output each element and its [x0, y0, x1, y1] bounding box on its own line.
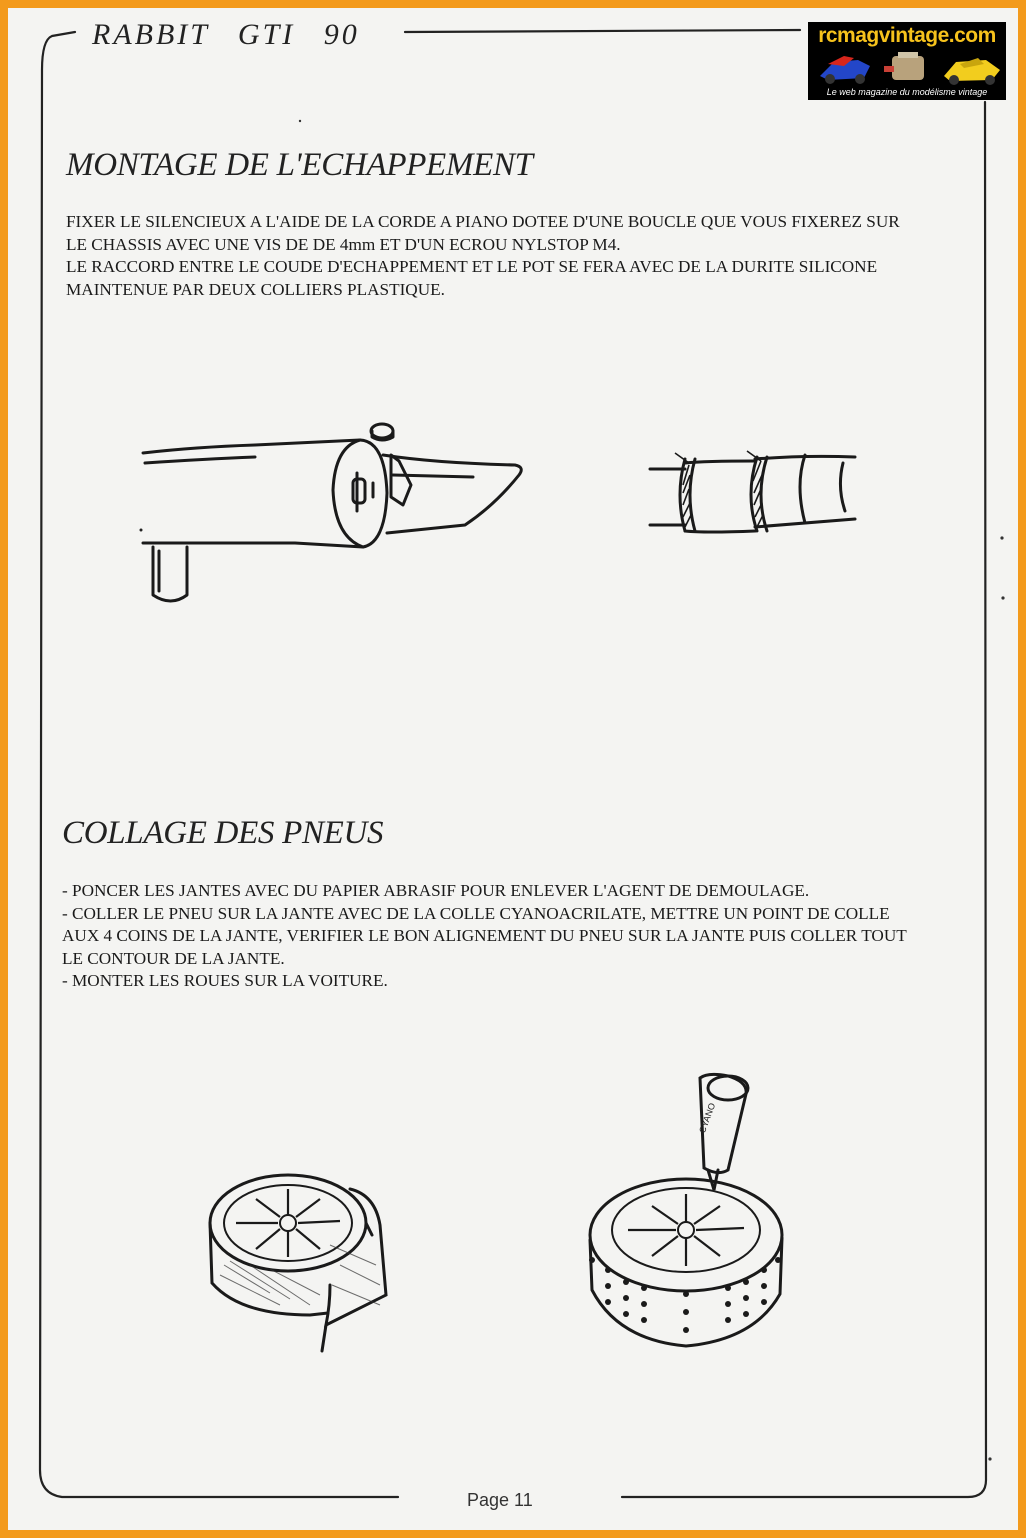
logo-tagline: Le web magazine du modélisme vintage: [826, 87, 988, 97]
instruction-line: LE CHASSIS AVEC UNE VIS DE DE 4mm ET D'UN ECROU NYLSTOP M4.: [66, 234, 621, 254]
instruction-line: - PONCER LES JANTES AVEC DU PAPIER ABRASIF POUR ENLEVER L'AGENT DE DEMOULAGE.: [62, 881, 810, 900]
instruction-line: MAINTENUE PAR DEUX COLLIERS PLASTIQUE.: [66, 279, 445, 299]
instruction-line: FIXER LE SILENCIEUX A L'AIDE DE LA CORDE A PIANO DOTEE D'UNE BOUCLE QUE VOUS FIXEREZ SUR: [66, 212, 900, 231]
hose-clamps-illustration: [645, 445, 860, 540]
section-title-tyres: COLLAGE DES PNEUS: [62, 815, 384, 851]
logo-brand-text: rcmagvintage.com: [818, 24, 996, 47]
instruction-line: LE RACCORD ENTRE LE COUDE D'ECHAPPEMENT ET LE POT SE FERA AVEC DE LA DURITE SILICONE: [66, 257, 878, 276]
site-logo: [808, 22, 1006, 100]
instruction-line: AUX 4 COINS DE LA JANTE, VERIFIER LE BON ALIGNEMENT DU PNEU SUR LA JANTE PUIS COLLER TOUT: [62, 926, 907, 945]
manual-header-title: RABBIT GTI 90: [92, 18, 360, 51]
logo-models-icon: [814, 50, 1004, 86]
silencer-mounting-illustration: [135, 415, 535, 615]
section-title-exhaust: MONTAGE DE L'ECHAPPEMENT: [66, 147, 533, 183]
glue-bottle-label-icon: CYANO: [697, 1101, 718, 1135]
instruction-line: - COLLER LE PNEU SUR LA JANTE AVEC DE LA COLLE CYANOACRILATE, METTRE UN POINT DE COLLE: [62, 903, 890, 923]
exhaust-instructions: [66, 211, 900, 301]
rim-sanding-illustration: [200, 1165, 400, 1365]
instruction-line: - MONTER LES ROUES SUR LA VOITURE.: [62, 971, 388, 990]
tyre-instructions: [62, 880, 907, 993]
page-number: Page 11: [467, 1490, 533, 1510]
tyre-gluing-illustration: [578, 1070, 798, 1380]
instruction-line: LE CONTOUR DE LA JANTE.: [62, 948, 285, 968]
